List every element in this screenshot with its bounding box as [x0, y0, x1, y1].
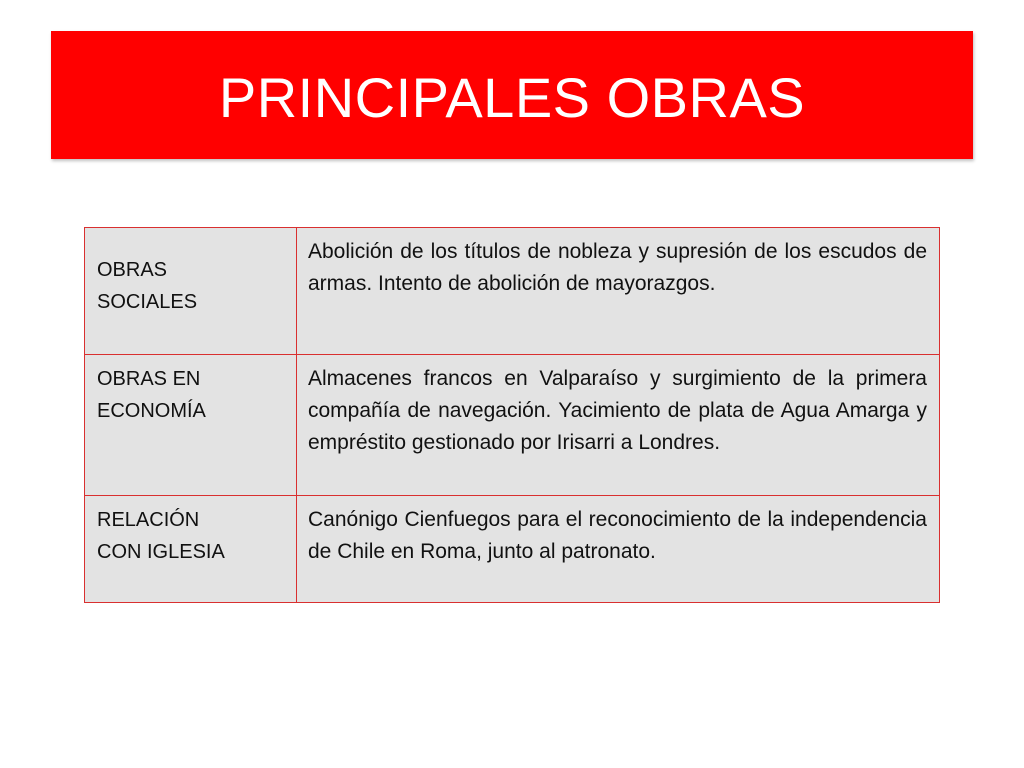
category-cell — [85, 496, 297, 603]
table-row — [85, 228, 940, 355]
category-label-line: OBRAS — [97, 259, 168, 281]
works-table — [84, 227, 940, 603]
category-label-line: ECONOMÍA — [97, 400, 206, 422]
category-label-line: SOCIALES — [97, 291, 198, 313]
category-cell — [85, 355, 297, 496]
category-label-line: CON IGLESIA — [97, 541, 225, 563]
slide-title: PRINCIPALES OBRAS — [218, 65, 806, 129]
description-cell: Canónigo Cienfuegos para el reconocimiento de la independencia de Chile en Roma, junto al patronato. — [297, 496, 940, 603]
category-label-line: OBRAS EN — [97, 368, 201, 390]
table-row — [85, 496, 940, 603]
table-row — [85, 355, 940, 496]
description-cell: Almacenes francos en Valparaíso y surgimiento de la primera compañía de navegación. Yacimiento de plata de Agua Amarga y empréstito gestionado por Irisarri a Londres. — [297, 355, 940, 496]
title-banner — [51, 31, 973, 159]
description-cell: Abolición de los títulos de nobleza y supresión de los escudos de armas. Intento de abolición de mayorazgos. — [297, 228, 940, 355]
category-label-line: RELACIÓN — [97, 509, 200, 531]
category-cell — [85, 228, 297, 355]
